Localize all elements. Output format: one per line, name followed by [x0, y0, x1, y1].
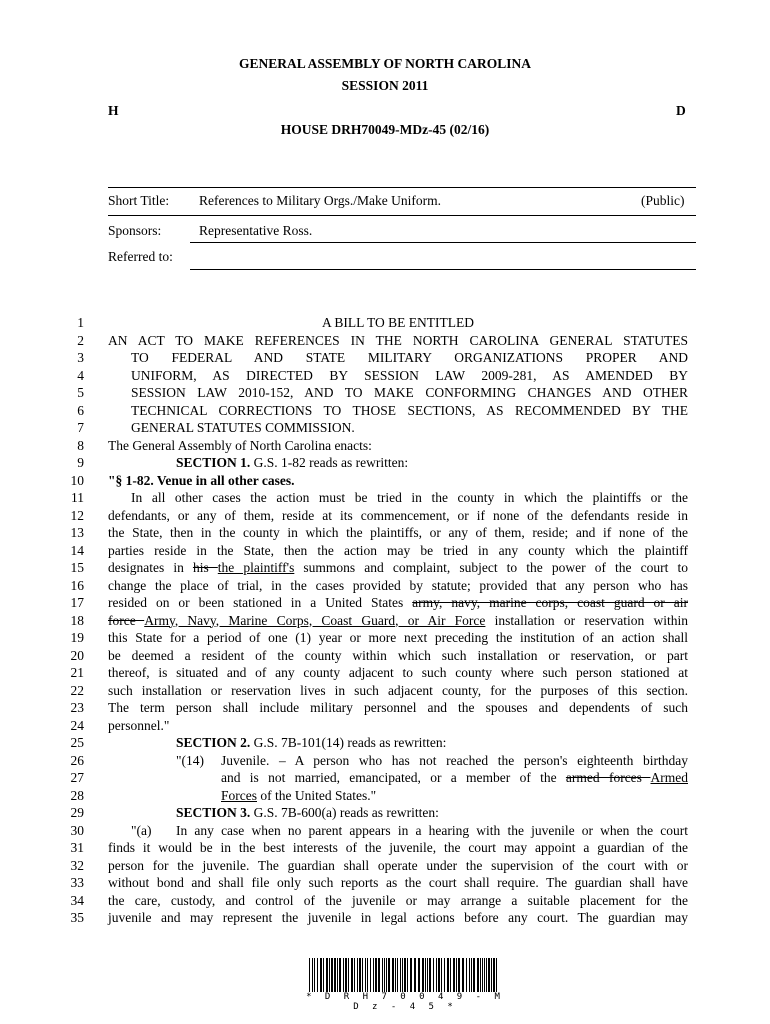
barcode-bar — [441, 958, 442, 992]
barcode-bar — [362, 958, 363, 992]
body-line: the care, custody, and control of the juvenile or may arrange a suitable placement for the — [108, 892, 688, 908]
barcode-bar — [373, 958, 374, 992]
barcode-bar — [488, 958, 490, 992]
deleted-text: army, navy, marine corps, coast guard or air — [412, 595, 688, 610]
barcode-bar — [354, 958, 355, 992]
text-run: resided on or been stationed in a United States — [108, 595, 413, 610]
barcode-bar — [395, 958, 396, 992]
barcode-bar — [493, 958, 495, 992]
line-number: 17 — [70, 595, 84, 610]
draft-code: D — [676, 103, 686, 118]
barcode-caption: * D R H 7 0 0 4 9 - M D z - 4 5 * — [306, 992, 504, 1012]
line-number: 3 — [77, 350, 84, 365]
body-line: finds it would be in the best interests of the juvenile, the court may appoint a guardian of the — [108, 840, 688, 855]
deleted-text: force — [108, 612, 145, 628]
section-label: SECTION 2. — [176, 735, 251, 750]
sponsors: Representative Ross. — [199, 223, 313, 238]
barcode-bar — [331, 958, 333, 992]
body-line: defendants, or any of them, reside at its commencement, or if none of the defendants reside in — [108, 507, 688, 523]
line-number: 10 — [70, 472, 84, 488]
line-number: 15 — [70, 560, 84, 575]
barcode-bar — [447, 958, 449, 992]
barcode-bar — [477, 958, 479, 992]
barcode-bar — [484, 958, 485, 992]
barcode-bar — [337, 958, 338, 992]
barcode-bar — [382, 958, 383, 992]
line-number: 11 — [71, 490, 84, 505]
barcode-bar — [334, 958, 336, 992]
barcode-bar — [469, 958, 470, 992]
statute-heading: "§ 1-82. Venue in all other cases. — [108, 472, 295, 488]
section-3-heading — [176, 804, 756, 822]
barcode-bar — [351, 958, 353, 992]
inserted-text: the plaintiff's — [217, 560, 295, 575]
barcode-bar — [422, 958, 424, 992]
line-number: 30 — [70, 822, 84, 838]
barcode-bar — [400, 958, 401, 992]
line-number: 5 — [77, 385, 84, 400]
act-title-line: SESSION LAW 2010-152, AND TO MAKE CONFORMING CHANGES AND OTHER — [131, 385, 688, 400]
barcode-bar — [348, 958, 349, 992]
subdivision-number: "(14) — [176, 752, 205, 768]
barcode-bar — [433, 958, 434, 992]
body-line: In any case when no parent appears in a hearing with the juvenile or when the court — [176, 822, 688, 838]
body-line — [221, 787, 770, 805]
section-label: SECTION 1. — [176, 455, 251, 470]
public-tag: (Public) — [641, 193, 685, 208]
line-number: 29 — [70, 805, 84, 820]
body-line: juvenile and may represent the juvenile in legal actions before any court. The guardian may — [108, 910, 688, 925]
line-number: 24 — [70, 717, 84, 733]
rule-sponsors — [190, 242, 696, 243]
barcode-bar — [438, 958, 440, 992]
line-number: 1 — [77, 315, 84, 330]
inserted-text: Army, Navy, Marine Corps, Coast Guard, or Air Force — [144, 612, 486, 628]
line-number: 7 — [77, 420, 84, 435]
body-line: be deemed a resident of the county within which such installation or reservation, or part — [108, 647, 688, 663]
text-run: of the United States." — [257, 787, 377, 803]
line-number: 27 — [70, 770, 84, 785]
line-number: 22 — [70, 682, 84, 698]
assembly-title: GENERAL ASSEMBLY OF NORTH CAROLINA — [238, 56, 532, 71]
bill-heading: A BILL TO BE ENTITLED — [322, 315, 474, 330]
barcode-bar — [386, 958, 387, 992]
barcode-bar — [453, 958, 455, 992]
deleted-text: his — [192, 560, 218, 575]
barcode-bar — [425, 958, 426, 992]
line-number: 33 — [70, 875, 84, 890]
barcode-bar — [312, 958, 313, 992]
barcode-bar — [407, 958, 408, 992]
deleted-text: armed forces — [565, 770, 651, 785]
body-line: thereof, is situated and of any county adjacent to such county where such person stationed at — [108, 665, 688, 680]
line-number: 14 — [70, 542, 84, 558]
body-line: personnel." — [108, 717, 170, 733]
section-1-heading — [176, 454, 756, 472]
line-number: 18 — [70, 612, 84, 628]
line-number: 8 — [77, 437, 84, 453]
body-line: parties reside in the State, then the action may be tried in any county which the plaintiff — [108, 542, 688, 558]
text-run: designates in — [108, 560, 193, 575]
line-number: 2 — [77, 332, 84, 348]
text-run: and is not married, emancipated, or a member of the — [221, 770, 566, 785]
body-line — [108, 612, 688, 630]
enacting-clause: The General Assembly of North Carolina enacts: — [108, 437, 372, 453]
line-number: 23 — [70, 700, 84, 715]
barcode — [309, 958, 499, 994]
body-line: The term person shall include military personnel and the spouses and dependents of such — [108, 700, 688, 715]
rule-top — [108, 187, 696, 188]
barcode-bar — [309, 958, 310, 992]
barcode-bar — [378, 958, 380, 992]
line-number: 25 — [70, 735, 84, 750]
line-number: 21 — [70, 665, 84, 680]
barcode-bar — [471, 958, 472, 992]
barcode-bar — [450, 958, 451, 992]
line-number: 34 — [70, 892, 84, 908]
line-number: 28 — [70, 787, 84, 803]
barcode-bar — [458, 958, 460, 992]
subsection-number: "(a) — [131, 822, 152, 838]
section-text: G.S. 7B-101(14) reads as rewritten: — [250, 735, 447, 750]
body-line — [221, 769, 688, 787]
line-number: 6 — [77, 402, 84, 418]
barcode-bar — [456, 958, 457, 992]
barcode-bar — [339, 958, 341, 992]
barcode-bar — [320, 958, 322, 992]
short-title-label: Short Title: — [108, 193, 170, 208]
body-line: without bond and shall file only such reports as the court shall require. The guardian shall have — [108, 875, 688, 890]
short-title: References to Military Orgs./Make Uniform. — [199, 193, 441, 208]
line-number: 26 — [70, 752, 84, 768]
section-label: SECTION 3. — [176, 805, 251, 820]
barcode-bar — [480, 958, 481, 992]
barcode-bar — [496, 958, 497, 992]
referred-label: Referred to: — [108, 249, 173, 264]
body-line: In all other cases the action must be tried in the county in which the plaintiffs or the — [131, 490, 688, 505]
act-title-line: AN ACT TO MAKE REFERENCES IN THE NORTH CAROLINA GENERAL STATUTES — [108, 332, 688, 348]
body-line: Juvenile. – A person who has not reached the person's eighteenth birthday — [221, 752, 688, 768]
barcode-bar — [466, 958, 467, 992]
line-number: 4 — [77, 367, 84, 383]
sponsors-label: Sponsors: — [108, 223, 162, 238]
inserted-text: Armed — [650, 770, 688, 785]
barcode-bar — [388, 958, 390, 992]
barcode-bar — [329, 958, 330, 992]
session-title: SESSION 2011 — [341, 78, 429, 93]
barcode-bar — [482, 958, 483, 992]
body-line: the State, then in the county in which the plaintiffs, or any of them, reside; and if none of the — [108, 525, 688, 540]
text-run: installation or reservation within — [485, 612, 688, 628]
barcode-bar — [365, 958, 366, 992]
barcode-bar — [486, 958, 487, 992]
section-text: G.S. 1-82 reads as rewritten: — [250, 455, 409, 470]
barcode-bar — [436, 958, 437, 992]
line-number: 12 — [70, 507, 84, 523]
act-title-line: GENERAL STATUTES COMMISSION. — [131, 420, 355, 435]
inserted-text: Forces — [221, 787, 257, 803]
body-line: change the place of trial, in the cases provided by statute; provided that any person who has — [108, 577, 688, 593]
barcode-bar — [370, 958, 371, 992]
line-number: 32 — [70, 857, 84, 873]
barcode-bar — [326, 958, 328, 992]
barcode-bar — [410, 958, 412, 992]
body-line: person for the juvenile. The guardian shall operate under the supervision of the court with or — [108, 857, 688, 873]
body-line — [108, 559, 688, 577]
chamber-code: H — [108, 103, 119, 118]
act-title-line: TO FEDERAL AND STATE MILITARY ORGANIZATIONS PROPER AND — [131, 350, 688, 365]
barcode-bar — [343, 958, 344, 992]
line-number: 13 — [70, 525, 84, 540]
barcode-bar — [427, 958, 428, 992]
body-line: this State for a period of one (1) year or more next preceding the institution of an action shall — [108, 630, 688, 645]
rule-referred — [190, 269, 696, 270]
barcode-bar — [323, 958, 324, 992]
barcode-bar — [414, 958, 416, 992]
act-title-line: UNIFORM, AS DIRECTED BY SESSION LAW 2009-281, AS AMENDED BY — [131, 367, 688, 383]
rule-short-title — [108, 215, 696, 216]
line-number: 9 — [77, 455, 84, 470]
line-number: 19 — [70, 630, 84, 645]
barcode-bar — [462, 958, 464, 992]
barcode-bar — [357, 958, 358, 992]
act-title-line: TECHNICAL CORRECTIONS TO THOSE SECTIONS, AS RECOMMENDED BY THE — [131, 402, 688, 418]
barcode-bar — [375, 958, 377, 992]
line-number: 31 — [70, 840, 84, 855]
barcode-bar — [397, 958, 398, 992]
body-line: such installation or reservation lives in such adjacent county, for the purposes of this section. — [108, 682, 688, 698]
barcode-bar — [359, 958, 361, 992]
body-line — [108, 594, 688, 612]
text-run: summons and complaint, subject to the power of the court to — [294, 560, 688, 575]
barcode-bar — [473, 958, 475, 992]
barcode-bar — [367, 958, 368, 992]
line-number: 16 — [70, 577, 84, 593]
section-text: G.S. 7B-600(a) reads as rewritten: — [250, 805, 439, 820]
line-number: 35 — [70, 910, 84, 925]
bill-id: HOUSE DRH70049-MDz-45 (02/16) — [280, 122, 490, 137]
barcode-bar — [444, 958, 445, 992]
barcode-bar — [491, 958, 492, 992]
barcode-bar — [384, 958, 385, 992]
barcode-bar — [402, 958, 403, 992]
barcode-bar — [317, 958, 318, 992]
line-number: 20 — [70, 647, 84, 663]
barcode-bar — [418, 958, 420, 992]
barcode-bar — [429, 958, 431, 992]
barcode-bar — [314, 958, 315, 992]
section-2-heading — [176, 734, 756, 752]
barcode-bar — [404, 958, 406, 992]
barcode-bar — [345, 958, 347, 992]
barcode-bar — [392, 958, 394, 992]
